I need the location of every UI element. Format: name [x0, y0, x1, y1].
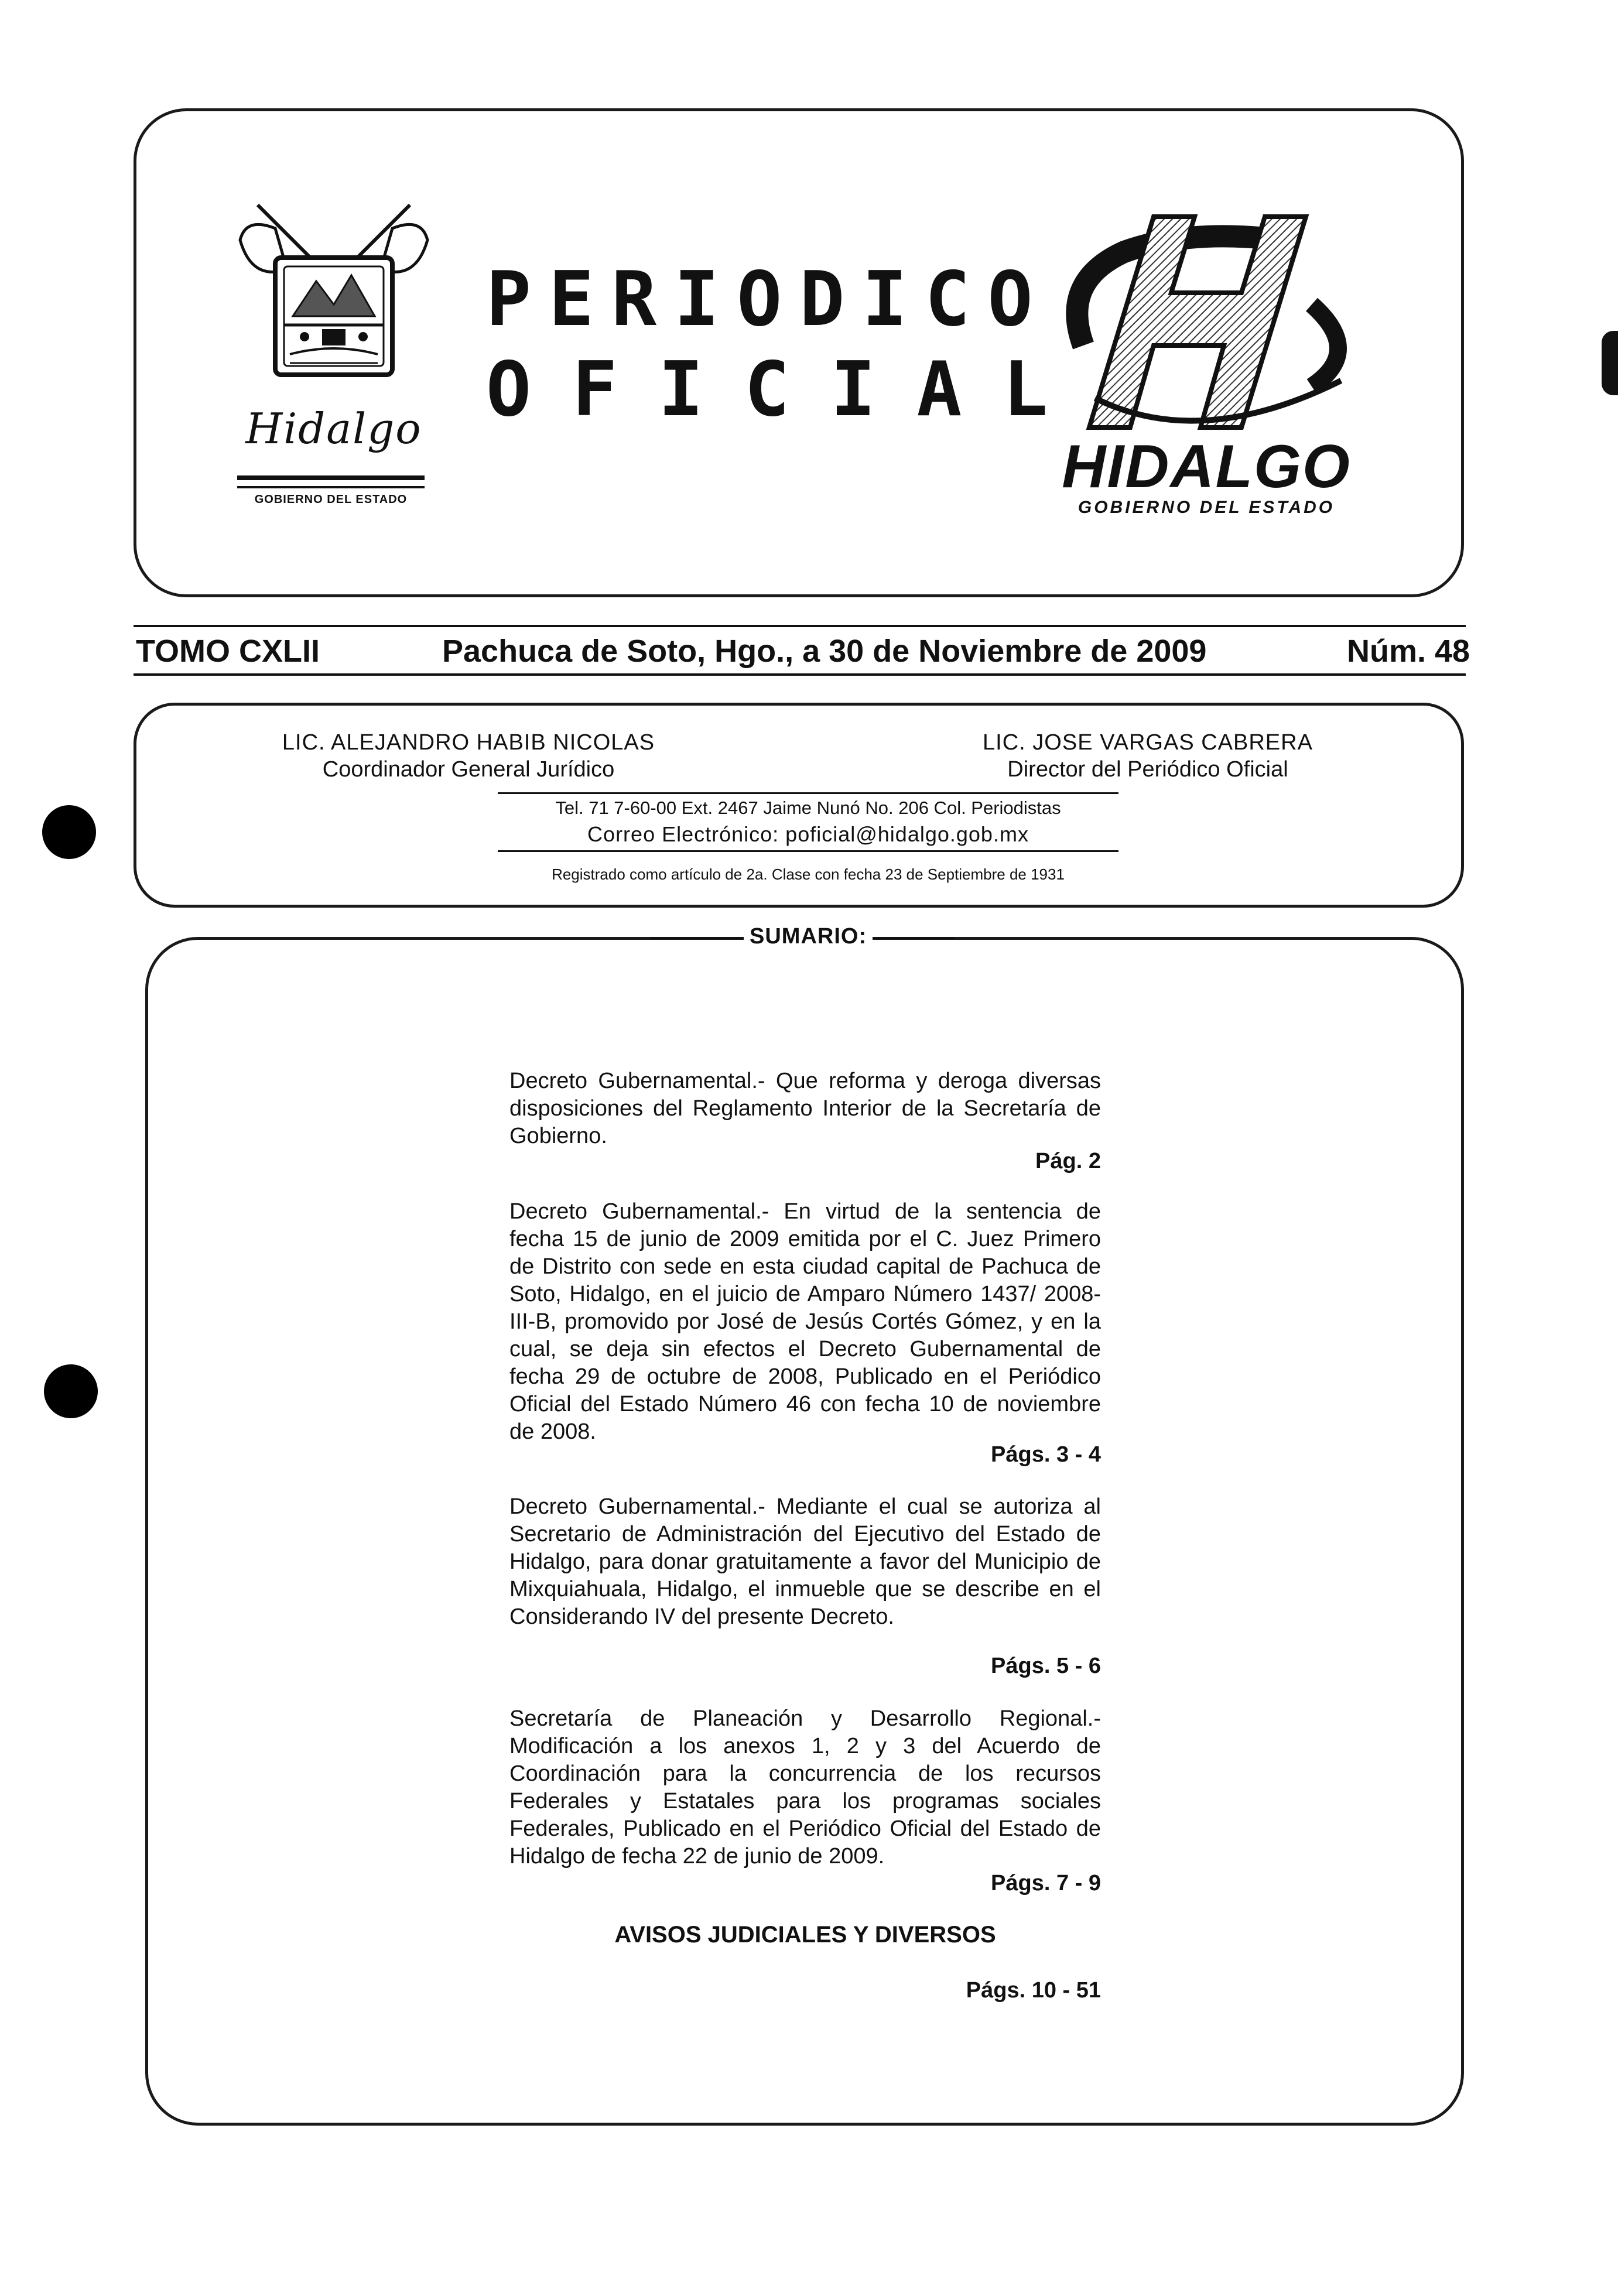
sumario-item-text: Secretaría de Planeación y Desarrollo Regional.- Modificación a los anexos 1, 2 y 3 del Acuerdo de Coordinación para la concurrencia de los recursos Federales y Estatales para los programas sociales Federales, Publicado en el Periódico Oficial del Estado de Hidalgo de fecha 22 de junio de 2009. [509, 1706, 1101, 1869]
scan-edge-mark [1602, 331, 1618, 395]
sumario-heading: SUMARIO: [744, 924, 873, 949]
issue-number: Núm. 48 [1347, 634, 1470, 669]
contact-email: Correo Electrónico: poficial@hidalgo.gob.mx [587, 822, 1029, 846]
issue-place-date: Pachuca de Soto, Hgo., a 30 de Noviembre de 2009 [442, 634, 1207, 669]
logo-rule [237, 475, 425, 480]
newspaper-title-line-1: PERIODICO [486, 256, 1051, 343]
issue-rule-top [134, 625, 1466, 627]
hidalgo-h-logo-icon [1037, 205, 1388, 463]
right-logo-caption: GOBIERNO DEL ESTADO [1077, 498, 1335, 517]
official-name: LIC. ALEJANDRO HABIB NICOLAS [282, 730, 655, 755]
avisos-page: Págs. 10 - 51 [966, 1978, 1101, 2003]
issue-volume: TOMO CXLII [136, 634, 320, 669]
official-right [925, 730, 1370, 783]
sumario-item-text: Decreto Gubernamental.- Mediante el cual se autoriza al Secretario de Administración del Ejecutivo del Estado de Hidalgo, para donar gratuitamente a favor del Municipio de Mixquiahuala, Hidalgo, el inmueble que se describe en el Considerando IV del presente Decreto. [509, 1494, 1101, 1629]
contact-rule [498, 792, 1118, 794]
sumario-item-page: Págs. 3 - 4 [991, 1442, 1101, 1467]
official-role: Director del Periódico Oficial [1007, 757, 1288, 782]
state-script-name: Hidalgo [245, 404, 422, 453]
sumario-item-text: Decreto Gubernamental.- En virtud de la sentencia de fecha 15 de junio de 2009 emitida por el C. Juez Primero de Distrito con sede en esta ciudad capital de Pachuca de Soto, Hidalgo, en el juicio de Amparo Número 1437/ 2008-III-B, promovido por José de Jesús Cortés Gómez, y en la cual, se deja sin efectos el Decreto Gubernamental de fecha 29 de octubre de 2008, Publicado en el Periódico Oficial del Estado Número 46 con fecha 10 de noviembre de 2008. [509, 1199, 1101, 1444]
sumario-item-page: Pág. 2 [1035, 1149, 1101, 1173]
newspaper-title-line-2: OFICIAL [486, 346, 1089, 433]
official-left [246, 730, 691, 783]
contact-rule [498, 850, 1118, 852]
sumario-item-page: Págs. 7 - 9 [991, 1871, 1101, 1895]
registration-note: Registrado como artículo de 2a. Clase con fecha 23 de Septiembre de 1931 [552, 865, 1065, 883]
sumario-item-text: Decreto Gubernamental.- Que reforma y deroga diversas disposiciones del Reglamento Interior de la Secretaría de Gobierno. [509, 1069, 1101, 1148]
left-logo-caption: GOBIERNO DEL ESTADO [254, 493, 408, 506]
official-name: LIC. JOSE VARGAS CABRERA [983, 730, 1313, 755]
right-logo-name: HIDALGO [1062, 433, 1351, 501]
sumario-item-page: Págs. 5 - 6 [991, 1654, 1101, 1678]
punch-hole [44, 1364, 98, 1418]
avisos-heading: AVISOS JUDICIALES Y DIVERSOS [614, 1922, 996, 1948]
punch-hole [42, 805, 96, 859]
logo-rule [237, 486, 425, 488]
contact-telephone: Tel. 71 7-60-00 Ext. 2467 Jaime Nunó No. 206 Col. Periodistas [555, 798, 1061, 818]
official-role: Coordinador General Jurídico [322, 757, 615, 782]
issue-rule-bottom [134, 673, 1466, 676]
